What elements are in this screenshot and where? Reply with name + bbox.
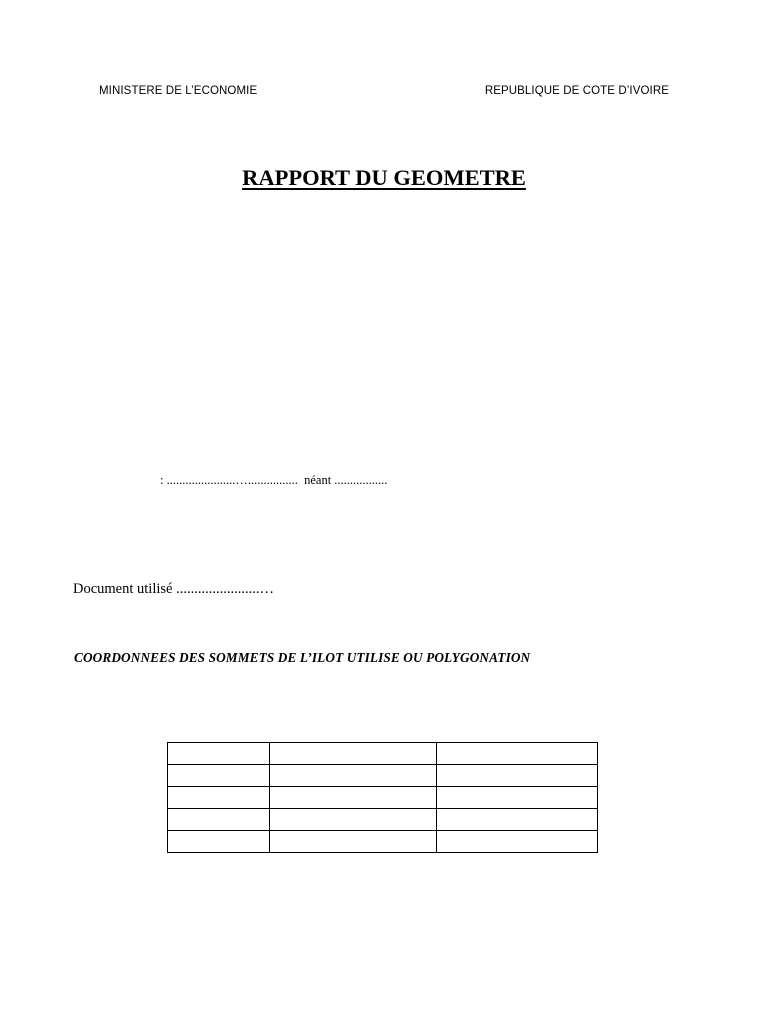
table-cell: [168, 743, 270, 765]
table-row: [168, 743, 598, 765]
document-title: RAPPORT DU GEOMETRE: [242, 165, 526, 190]
table-cell: [437, 787, 598, 809]
table-cell: [168, 809, 270, 831]
table-cell: [270, 809, 437, 831]
table-row: [168, 809, 598, 831]
table-cell: [270, 765, 437, 787]
table-row: [168, 831, 598, 853]
table-cell: [437, 743, 598, 765]
ministry-header: MINISTERE DE L’ECONOMIE: [99, 85, 258, 97]
document-used-line: Document utilisé .......................…: [73, 581, 274, 597]
table-cell: [270, 831, 437, 853]
table-cell: [270, 743, 437, 765]
table-cell: [270, 787, 437, 809]
document-title-block: [0, 165, 768, 191]
table-cell: [437, 765, 598, 787]
table-cell: [168, 787, 270, 809]
coordinates-table-body: [168, 743, 598, 853]
neant-line: : ......................…................ néant .................: [160, 473, 388, 487]
table-row: [168, 787, 598, 809]
table-cell: [168, 765, 270, 787]
table-cell: [437, 831, 598, 853]
coordinates-table: [167, 742, 598, 853]
coordinates-heading: COORDONNEES DES SOMMETS DE L’ILOT UTILISE OU POLYGONATION: [74, 650, 531, 665]
table-cell: [168, 831, 270, 853]
table-row: [168, 765, 598, 787]
republic-header: REPUBLIQUE DE COTE D’IVOIRE: [484, 85, 669, 97]
table-cell: [437, 809, 598, 831]
